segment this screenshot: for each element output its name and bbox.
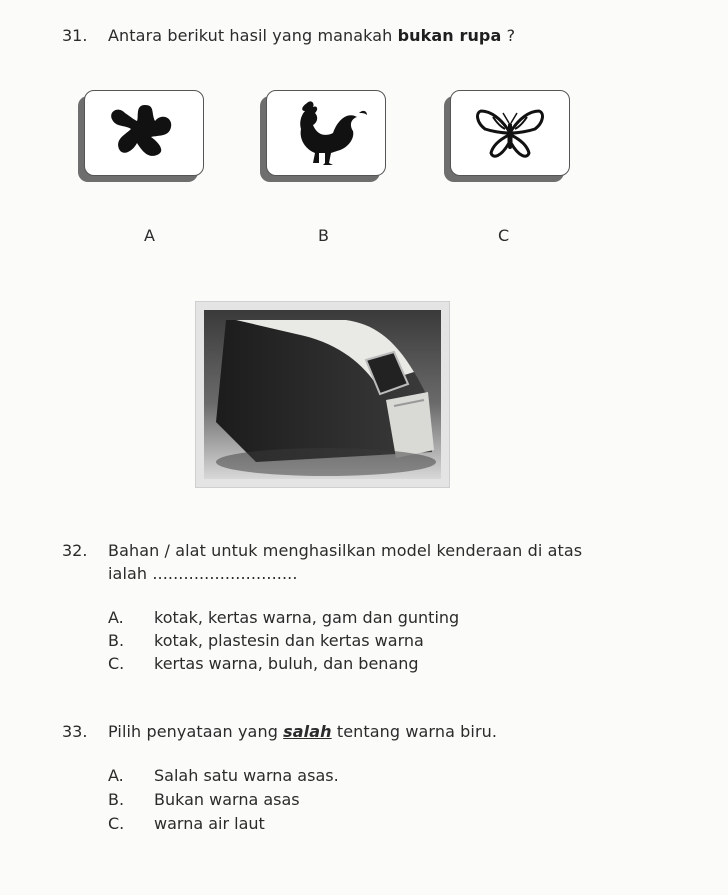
q32-option-c-letter: C.: [108, 654, 125, 673]
q33-option-b-letter: B.: [108, 790, 125, 809]
q32-option-a-text[interactable]: kotak, kertas warna, gam dan gunting: [154, 608, 460, 627]
question-32-line1: Bahan / alat untuk menghasilkan model kenderaan di atas: [108, 541, 583, 560]
option-b-card[interactable]: [266, 90, 386, 176]
question-31-number: 31.: [62, 26, 88, 45]
question-31-emphasis: bukan rupa: [397, 26, 502, 45]
option-b-label: B: [318, 226, 329, 245]
question-33-emphasis: salah: [283, 722, 332, 741]
question-33-text-start: Pilih penyataan yang: [108, 722, 284, 741]
q32-option-a-letter: A.: [108, 608, 124, 627]
butterfly-icon: [451, 91, 569, 175]
splat-shape-icon: [85, 91, 203, 175]
question-32-number: 32.: [62, 541, 88, 560]
rooster-icon: [267, 91, 385, 175]
question-33-number: 33.: [62, 722, 88, 741]
question-31-text-start: Antara berikut hasil yang manakah: [108, 26, 398, 45]
question-31-text-end: ?: [501, 26, 516, 45]
q33-option-c-text[interactable]: warna air laut: [154, 814, 265, 833]
q32-option-b-text[interactable]: kotak, plastesin dan kertas warna: [154, 631, 424, 650]
q32-option-b-letter: B.: [108, 631, 125, 650]
option-c-card[interactable]: [450, 90, 570, 176]
q33-option-b-text[interactable]: Bukan warna asas: [154, 790, 300, 809]
q33-option-c-letter: C.: [108, 814, 125, 833]
question-31-text: [108, 26, 515, 45]
question-33-text: [108, 722, 497, 741]
question-32-line2: ialah ............................: [108, 564, 298, 583]
option-c-label: C: [498, 226, 510, 245]
q33-option-a-text[interactable]: Salah satu warna asas.: [154, 766, 339, 785]
q32-option-c-text[interactable]: kertas warna, buluh, dan benang: [154, 654, 419, 673]
model-vehicle-image: [196, 302, 449, 487]
q33-option-a-letter: A.: [108, 766, 124, 785]
question-33-text-end: tentang warna biru.: [331, 722, 498, 741]
option-a-label: A: [144, 226, 155, 245]
option-a-card[interactable]: [84, 90, 204, 176]
model-vehicle-photo: [195, 301, 450, 488]
